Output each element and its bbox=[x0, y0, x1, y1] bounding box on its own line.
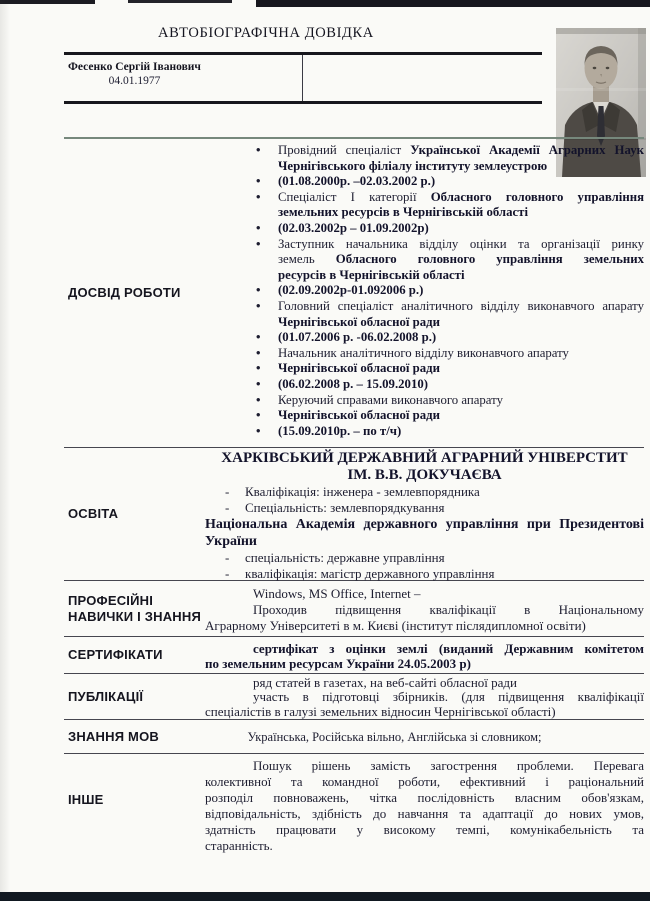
birth-date: 04.01.1977 bbox=[108, 75, 161, 87]
section-content-education bbox=[205, 448, 644, 580]
bullet-icon bbox=[256, 190, 260, 206]
section-other bbox=[64, 754, 644, 900]
work-line: • (01.07.2006 р. -06.02.2008 р.) bbox=[205, 330, 644, 346]
work-line: • (02.09.2002р-01.092006 р.) bbox=[205, 283, 644, 299]
work-line: • Начальник аналітичного відділу виконавчого апарату bbox=[205, 346, 644, 362]
section-label-work: ДОСВІД РОБОТИ bbox=[68, 285, 181, 300]
section-content-work bbox=[205, 139, 644, 447]
bullet-icon bbox=[256, 283, 260, 299]
work-line: • Заступник начальника відділу оцінки та організації ринку bbox=[205, 237, 644, 253]
other-line: колективної та командної роботи, ефективний і раціональний bbox=[205, 774, 644, 789]
education-item: - спеціальність: державне управління bbox=[205, 550, 644, 566]
bullet-icon bbox=[256, 221, 260, 237]
university-name-line1: ХАРКІВСЬКИЙ ДЕРЖАВНИЙ АГРАРНИЙ УНІВЕРСТИТ bbox=[221, 450, 628, 466]
other-line: відповідальність, здібність до навчання та адаптації до нових умов, bbox=[205, 806, 644, 821]
publication-line: участь в підготовці збірників. (для підвищення кваліфікації bbox=[253, 689, 644, 705]
work-line: • Чернігівської обласної ради bbox=[205, 408, 644, 424]
section-languages bbox=[64, 720, 644, 754]
work-line: • Спеціаліст І категорії Обласного головного управління bbox=[205, 190, 644, 206]
work-line: • Керуючий справами виконавчого апарату bbox=[205, 393, 644, 409]
academy-name-line1: Національна Академія державного управління при Президентові bbox=[205, 517, 644, 532]
bullet-icon bbox=[256, 330, 260, 346]
section-content-skills bbox=[205, 581, 644, 636]
work-line: • (06.02.2008 р. – 15.09.2010) bbox=[205, 377, 644, 393]
section-label-languages: ЗНАННЯ МОВ bbox=[68, 728, 159, 744]
university-name-line2: ІМ. В.В. ДОКУЧАЄВА bbox=[347, 467, 502, 483]
other-line: здатність працювати у високому темпі, комунікабельність та bbox=[205, 822, 644, 837]
publication-line: ряд статей в газетах, на веб-сайті обласної ради bbox=[253, 675, 517, 690]
person-name: Фесенко Сергій Іванович bbox=[68, 61, 201, 73]
resume-table bbox=[64, 137, 644, 900]
bullet-icon bbox=[256, 393, 260, 409]
other-line: Пошук рішень замість загострення проблеми. Перевага bbox=[253, 758, 644, 773]
bullet-icon bbox=[256, 174, 260, 190]
education-item: - Кваліфікація: інженера - землевпорядника bbox=[205, 484, 644, 500]
work-list bbox=[205, 139, 644, 439]
certificates-block bbox=[205, 637, 644, 671]
name-table bbox=[64, 52, 542, 104]
skills-line: Проходив підвищення кваліфікації в Національному bbox=[253, 602, 644, 617]
page-title: АВТОБІОГРАФІЧНА ДОВІДКА bbox=[158, 25, 374, 41]
bullet-icon bbox=[256, 143, 260, 159]
section-content-other bbox=[205, 754, 644, 900]
education-item: - кваліфікація: магістр державного управління bbox=[205, 566, 644, 582]
work-line: • (01.08.2000р. –02.03.2002 р.) bbox=[205, 174, 644, 190]
section-content-certificates bbox=[205, 637, 644, 673]
scan-edge-top bbox=[0, 0, 95, 4]
section-label-skills: ПРОФЕСІЙНІ НАВИЧКИ І ЗНАННЯ bbox=[68, 592, 201, 624]
scan-edge-top bbox=[256, 0, 650, 7]
work-line: ресурсів в Чернігівській області bbox=[278, 267, 465, 282]
bullet-icon bbox=[256, 377, 260, 393]
skills-block bbox=[205, 581, 644, 634]
name-block bbox=[68, 60, 201, 88]
section-publications bbox=[64, 674, 644, 720]
scan-edge-top bbox=[128, 0, 232, 3]
section-content-publications bbox=[205, 674, 644, 719]
section-label-education: ОСВІТА bbox=[68, 506, 119, 521]
languages-line: Українська, Російська вільно, Англійська зі словником; bbox=[247, 730, 542, 744]
publications-block bbox=[205, 674, 644, 719]
bullet-icon bbox=[256, 361, 260, 377]
section-label-publications: ПУБЛІКАЦІЇ bbox=[68, 688, 144, 704]
work-line: Чернігівського філіалу інституту землеустрою bbox=[278, 158, 548, 173]
other-block bbox=[205, 754, 644, 854]
certificate-line: сертифікат з оцінки землі (виданий Державним комітетом bbox=[253, 641, 644, 656]
work-line: • (15.09.2010р. – по т/ч) bbox=[205, 424, 644, 440]
name-cell bbox=[64, 55, 303, 101]
work-line: • Чернігівської обласної ради bbox=[205, 361, 644, 377]
academy-name-line2: України bbox=[205, 534, 258, 549]
work-line: земельних ресурсів в Чернігівській області bbox=[278, 205, 529, 220]
other-line: старанність. bbox=[205, 838, 273, 853]
section-label-other: ІНШЕ bbox=[68, 792, 104, 807]
skills-line: Windows, MS Office, Internet – bbox=[253, 586, 421, 601]
name-table-empty-cell bbox=[303, 55, 542, 101]
section-certificates bbox=[64, 637, 644, 674]
bullet-icon bbox=[256, 299, 260, 315]
work-line: земель Обласного головного управління земельних bbox=[278, 252, 645, 267]
publication-line: спеціалістів в галузі земельних відносин Чернігівської області) bbox=[205, 703, 556, 719]
section-content-languages bbox=[205, 720, 644, 753]
other-line: розподіл повноважень, чітка послідовність власним обов'язкам, bbox=[205, 790, 644, 805]
section-skills bbox=[64, 581, 644, 637]
bullet-icon bbox=[256, 408, 260, 424]
bullet-icon bbox=[256, 346, 260, 362]
work-line: • Провідний спеціаліст Української Академії Аграрних Наук bbox=[205, 143, 644, 159]
section-education bbox=[64, 448, 644, 581]
education-item: - Спеціальність: землевпорядкування bbox=[205, 500, 644, 516]
bullet-icon bbox=[256, 424, 260, 440]
work-line: • (02.03.2002р – 01.09.2002р) bbox=[205, 221, 644, 237]
skills-line: Аграрному Університеті в м. Києві (інститут післядипломної освіти) bbox=[205, 618, 586, 633]
languages-block bbox=[205, 720, 644, 745]
section-work bbox=[64, 139, 644, 448]
section-label-certificates: СЕРТИФІКАТИ bbox=[68, 647, 163, 662]
education-block bbox=[205, 448, 644, 582]
bullet-icon bbox=[256, 237, 260, 253]
work-line: Чернігівської обласної ради bbox=[278, 314, 440, 329]
certificate-line: по земельним ресурсам України 24.05.2003 р) bbox=[205, 656, 471, 671]
scan-edge-left bbox=[0, 0, 10, 901]
work-line: • Головний спеціаліст аналітичного відділу виконавчого апарату bbox=[205, 299, 644, 315]
